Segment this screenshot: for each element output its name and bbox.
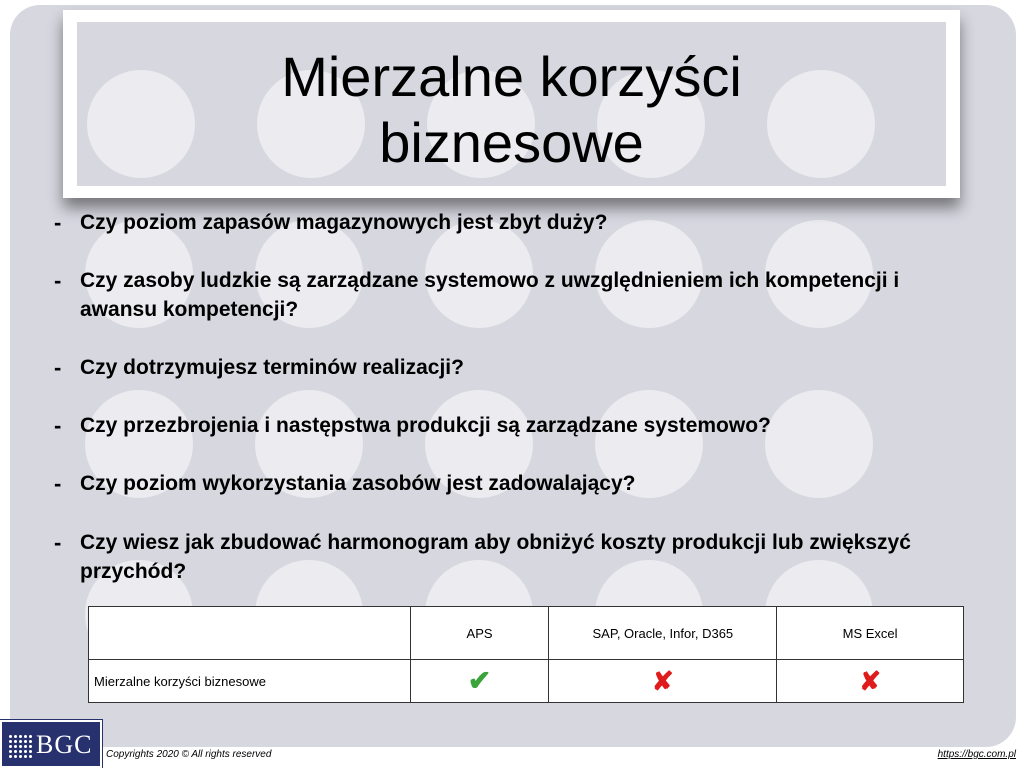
bullet-text: Czy wiesz jak zbudować harmonogram aby obniżyć koszty produkcji lub zwiększyć przychód? bbox=[80, 531, 911, 583]
bullet-dash: - bbox=[54, 355, 62, 380]
bullet-text: Czy poziom zapasów magazynowych jest zbyt duży? bbox=[80, 211, 608, 234]
title-line-1: Mierzalne korzyści bbox=[281, 45, 742, 108]
logo-grid-icon bbox=[8, 734, 34, 758]
table-cell-excel bbox=[777, 660, 964, 703]
bgc-logo bbox=[0, 720, 102, 768]
logo-text: BGC bbox=[36, 730, 93, 759]
bullet-dash: - bbox=[54, 413, 62, 438]
cross-icon: ✘ bbox=[859, 666, 881, 696]
table-header-aps: APS bbox=[410, 607, 549, 660]
bullet-text: Czy poziom wykorzystania zasobów jest zadowalający? bbox=[80, 472, 636, 495]
bullet-text: Czy przezbrojenia i następstwa produkcji są zarządzane systemowo? bbox=[80, 414, 771, 437]
table-header-empty bbox=[89, 607, 411, 660]
table-header-excel: MS Excel bbox=[777, 607, 964, 660]
title-card bbox=[63, 10, 960, 198]
bullet-dash: - bbox=[54, 530, 62, 555]
footer-copyright: Copyrights 2020 © All rights reserved bbox=[106, 749, 272, 760]
bullet-dash: - bbox=[54, 471, 62, 496]
table-row-label: Mierzalne korzyści biznesowe bbox=[89, 660, 411, 703]
table-cell-erp bbox=[549, 660, 777, 703]
title-panel bbox=[77, 22, 946, 186]
bullet-text: Czy zasoby ludzkie są zarządzane systemowo z uwzględnieniem ich kompetencji i awansu kompetencji? bbox=[80, 269, 900, 321]
check-icon: ✔ bbox=[467, 665, 492, 696]
bullet-dash: - bbox=[54, 268, 62, 293]
page-title bbox=[77, 44, 946, 176]
table-header-row bbox=[89, 607, 964, 660]
cross-icon: ✘ bbox=[651, 666, 674, 696]
table-cell-aps bbox=[410, 660, 549, 703]
title-line-2: biznesowe bbox=[379, 111, 644, 174]
table-header-erp: SAP, Oracle, Infor, D365 bbox=[549, 607, 777, 660]
comparison-table bbox=[88, 606, 964, 703]
bullet-text: Czy dotrzymujesz terminów realizacji? bbox=[80, 356, 464, 379]
footer-url-link[interactable]: https://bgc.com.pl bbox=[937, 749, 1016, 760]
table-row bbox=[89, 660, 964, 703]
bullet-dash: - bbox=[54, 210, 62, 235]
